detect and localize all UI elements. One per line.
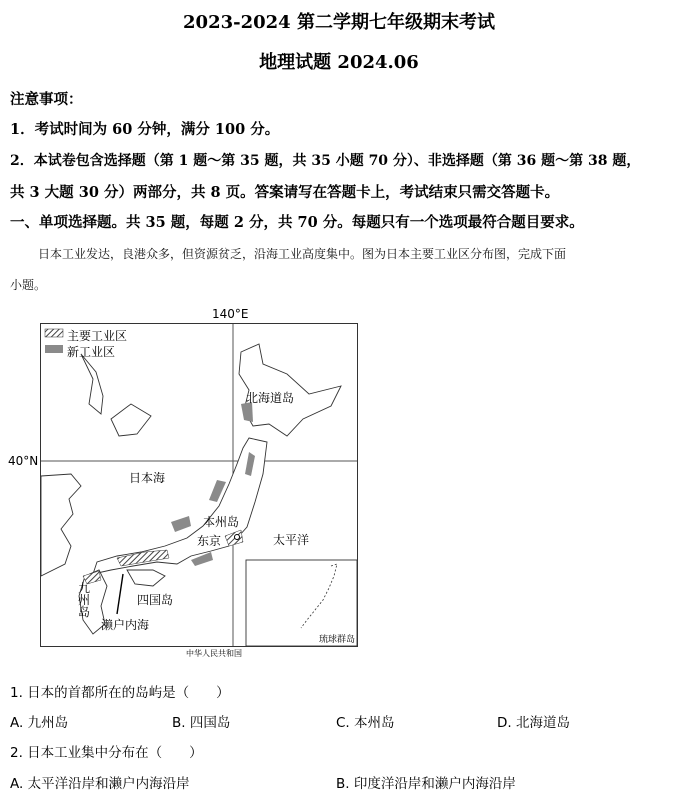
- notice-heading: 注意事项：: [10, 91, 83, 108]
- new-zone-sanin: [171, 516, 191, 532]
- tokyo-marker-icon: [235, 535, 240, 540]
- korea-area: [111, 404, 151, 436]
- exam-title: 2023-2024 第二学期七年级期末考试: [183, 12, 495, 33]
- legend-hatch-swatch: [45, 329, 63, 337]
- japan-industrial-map: [40, 323, 358, 647]
- sakhalin-coast: [81, 354, 103, 414]
- section-heading: 一、单项选择题。共 35 题，每题 2 分，共 70 分。每题只有一个选项最符合题目要求。: [10, 214, 584, 231]
- latitude-label: 40°N: [8, 454, 39, 468]
- shikoku-island: [127, 570, 165, 586]
- intro-line-1: 日本工业发达，良港众多，但资源贫乏，沿海工业高度集中。图为日本主要工业区分布图，完成下面: [38, 247, 567, 261]
- map-footer: 中华人民共和国: [186, 649, 242, 658]
- legend-new-label: 新工业区: [67, 345, 116, 359]
- shikoku-label: 四国岛: [137, 593, 174, 607]
- legend-new-swatch: [45, 345, 63, 353]
- q1-option-a[interactable]: A. 九州岛: [10, 715, 69, 731]
- hokkaido-label: 北海道岛: [246, 391, 295, 405]
- question-2-stem: 2. 日本工业集中分布在（ ）: [10, 745, 203, 761]
- tokyo-label: 东京: [197, 534, 222, 548]
- seto-pointer-line: [117, 574, 123, 614]
- longitude-label: 140°E: [212, 307, 249, 321]
- q2-option-a[interactable]: A. 太平洋沿岸和濑户内海沿岸: [10, 776, 190, 792]
- exam-subtitle: 地理试题 2024.06: [259, 52, 419, 73]
- pacific-label: 太平洋: [273, 533, 310, 547]
- legend-main-label: 主要工业区: [67, 329, 128, 343]
- q1-option-d[interactable]: D. 北海道岛: [497, 715, 570, 731]
- q1-option-b[interactable]: B. 四国岛: [172, 715, 231, 731]
- mainland-coast: [41, 474, 81, 576]
- honshu-label: 本州岛: [203, 515, 240, 529]
- intro-line-2: 小题。: [10, 278, 47, 292]
- notice-item-2-line-2: 共 3 大题 30 分）两部分，共 8 页。答案请写在答题卡上，考试结束只需交答题卡。: [10, 184, 560, 201]
- notice-item-2-line-1: 2．本试卷包含选择题（第 1 题～第 35 题，共 35 小题 70 分）、非选择题（第 36 题～第 38 题，: [10, 153, 641, 169]
- kyushu-label: 九州岛: [78, 581, 91, 619]
- notice-item-1: 1．考试时间为 60 分钟，满分 100 分。: [10, 121, 280, 138]
- honshu-island: [93, 438, 267, 574]
- question-1-stem: 1. 日本的首都所在的岛屿是（ ）: [10, 685, 230, 701]
- ryukyu-label: 琉球群岛: [319, 635, 356, 645]
- q1-option-c[interactable]: C. 本州岛: [336, 715, 395, 731]
- q2-option-b[interactable]: B. 印度洋沿岸和濑户内海沿岸: [336, 776, 516, 792]
- seto-label: 濑户内海: [101, 618, 150, 632]
- sea-of-japan-label: 日本海: [129, 471, 166, 485]
